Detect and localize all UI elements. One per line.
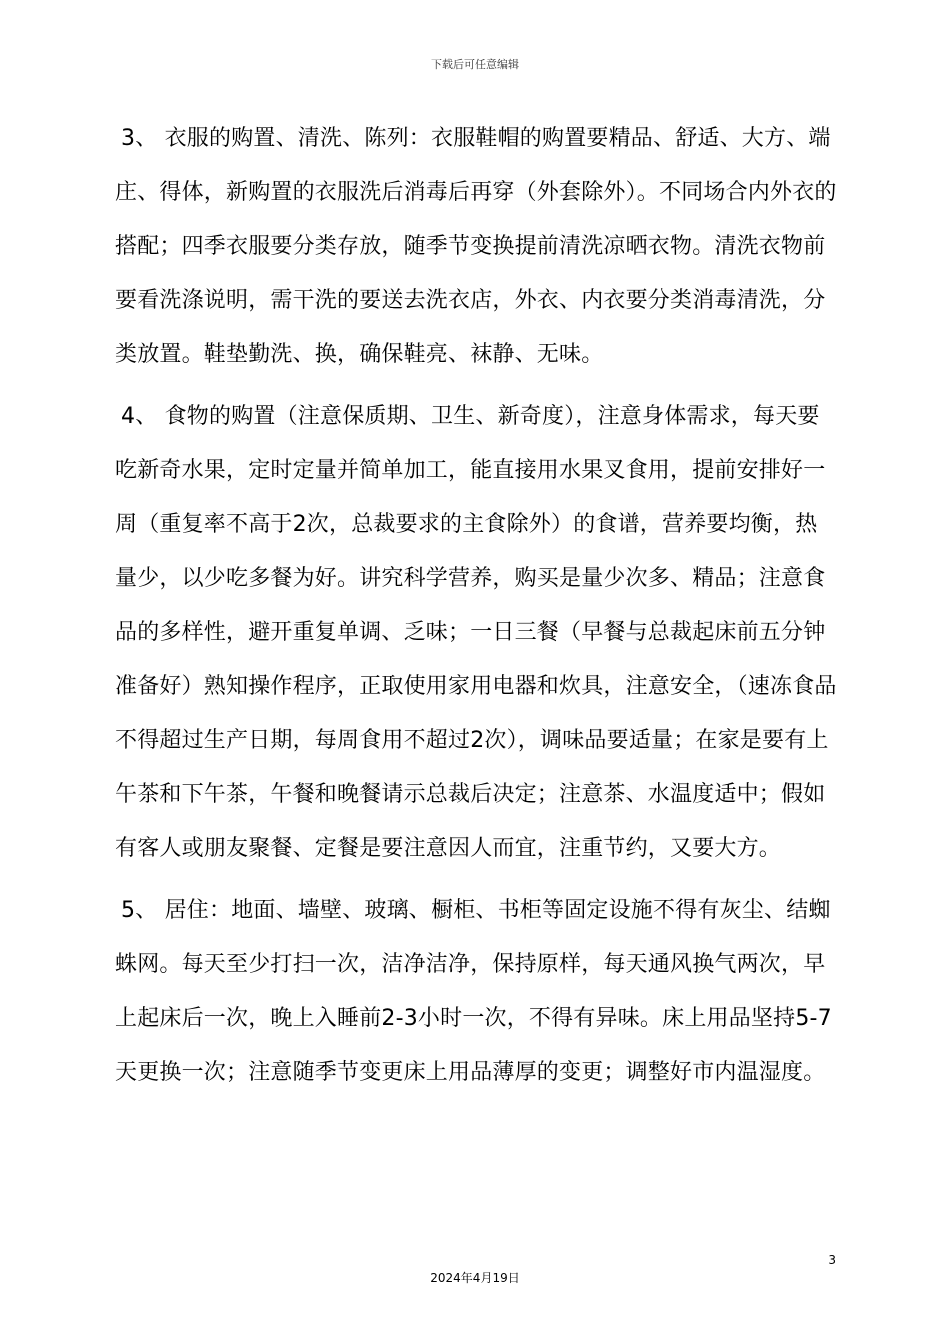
paragraph-text: 衣服的购置、清洗、陈列：衣服鞋帽的购置要精品、舒适、大方、端庄、得体，新购置的衣服洗后消毒后再穿（外套除外）。不同场合内外衣的搭配；四季衣服要分类存放，随季节变换提前清洗凉晒衣物。清洗衣物前要看洗涤说明，需干洗的要送去洗衣店，外衣、内衣要分类消毒清洗，分类放置。鞋垫勤洗、换，确保鞋亮、袜静、无味。: [115, 126, 837, 367]
paragraph-food: [115, 390, 837, 876]
document-body: [115, 112, 837, 1100]
paragraph-number: 3、: [121, 126, 158, 151]
paragraph-number: 5、: [121, 898, 158, 923]
paragraph-number: 4、: [121, 404, 158, 429]
paragraph-housing: [115, 884, 837, 1100]
paragraph-clothing: [115, 112, 837, 382]
footer-date: 2024年4月19日: [430, 1271, 520, 1285]
paragraph-text: 食物的购置（注意保质期、卫生、新奇度），注意身体需求，每天要吃新奇水果，定时定量并简单加工，能直接用水果叉食用，提前安排好一周（重复率不高于2次，总裁要求的主食除外）的食谱，营养要均衡，热量少，以少吃多餐为好。讲究科学营养，购买是量少次多、精品；注意食品的多样性，避开重复单调、乏味；一日三餐（早餐与总裁起床前五分钟准备好）熟知操作程序，正取使用家用电器和炊具，注意安全，（速冻食品不得超过生产日期，每周食用不超过2次），调味品要适量；在家是要有上午茶和下午茶，午餐和晚餐请示总裁后决定；注意茶、水温度适中；假如有客人或朋友聚餐、定餐是要注意因人而宜，注重节约，又要大方。: [115, 404, 837, 861]
paragraph-text: 居住：地面、墙壁、玻璃、橱柜、书柜等固定设施不得有灰尘、结蜘蛛网。每天至少打扫一次，洁净洁净，保持原样，每天通风换气两次，早上起床后一次，晚上入睡前2-3小时一次，不得有异味。床上用品坚持5-7天更换一次；注意随季节变更床上用品薄厚的变更；调整好市内温湿度。: [115, 898, 832, 1085]
header-note: 下载后可任意编辑: [431, 58, 519, 71]
page-number: 3: [828, 1253, 836, 1267]
